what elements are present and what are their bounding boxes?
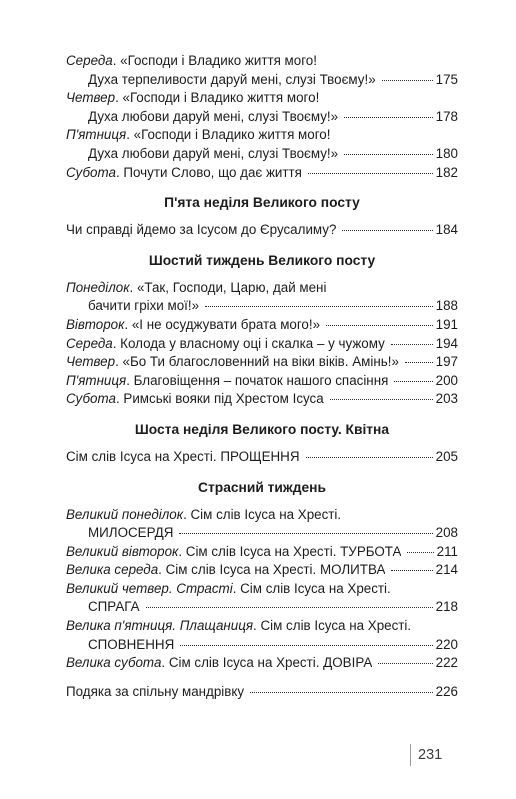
entry-page-number: 191	[435, 316, 458, 332]
toc-block	[66, 479, 458, 673]
entry-line	[66, 448, 458, 467]
toc-block	[66, 194, 458, 240]
dot-leader	[306, 457, 433, 458]
toc-entry	[66, 126, 458, 163]
entry-title: Сім слів Ісуса на Хресті. ПРОЩЕННЯ	[66, 448, 300, 464]
entry-text	[66, 221, 336, 240]
entry-title: СПОВНЕННЯ	[88, 636, 175, 652]
dot-leader	[405, 362, 433, 363]
entry-page-number: 200	[435, 372, 458, 388]
toc-entry	[66, 372, 458, 391]
toc-entry	[66, 506, 458, 543]
entry-page-number: 197	[435, 354, 458, 370]
entry-text	[88, 297, 199, 316]
entry-title: . «Господи і Владико життя мого!	[126, 127, 331, 143]
dot-leader	[378, 663, 432, 664]
entry-title: . «Бо Ти благословенний на віки віків. Амінь!»	[115, 354, 399, 370]
entry-line	[66, 279, 458, 298]
toc-block	[66, 52, 458, 182]
entry-day-label: Субота	[66, 391, 116, 407]
entry-day-label: П'ятниця	[66, 372, 127, 388]
entry-page-number: 208	[435, 525, 458, 541]
entry-text	[66, 448, 300, 467]
entry-line	[66, 372, 458, 391]
entry-day-label: Велика субота	[66, 655, 162, 671]
entry-day-label: Великий вівторок	[66, 543, 179, 559]
entry-title: . Сім слів Ісуса на Хресті.	[183, 506, 342, 522]
entry-line	[66, 316, 458, 335]
dot-leader	[205, 306, 433, 307]
entry-line	[66, 71, 458, 90]
entry-line	[66, 506, 458, 525]
entry-day-label: Середа	[66, 53, 113, 68]
entry-line	[66, 561, 458, 580]
dot-leader	[180, 645, 432, 646]
entry-text	[88, 108, 338, 127]
entry-title: . Почути Слово, що дає життя	[115, 164, 302, 180]
section-heading: П'ята неділя Великого посту	[164, 195, 360, 211]
toc-entry	[66, 580, 458, 617]
toc-entry	[66, 221, 458, 240]
entry-line	[66, 126, 458, 145]
toc-entry	[66, 353, 458, 372]
entry-page-number: 220	[435, 636, 458, 652]
entry-text	[66, 126, 330, 145]
entry-line	[66, 683, 458, 702]
entry-page-number: 222	[435, 655, 458, 671]
entry-day-label: Вівторок	[66, 316, 125, 332]
entry-day-label: П'ятниця	[66, 127, 127, 143]
entry-title: Подяка за спільну мандрівку	[66, 683, 245, 699]
entry-title: бачити гріхи мої!»	[88, 298, 200, 314]
entry-text	[66, 561, 385, 580]
dot-leader	[391, 344, 433, 345]
table-of-contents	[66, 52, 458, 701]
entry-page-number: 218	[435, 599, 458, 615]
dot-leader	[326, 325, 433, 326]
entry-day-label: Великий понеділок	[66, 506, 184, 522]
entry-text	[66, 353, 399, 372]
entry-text	[66, 654, 372, 673]
entry-page-number: 178	[435, 108, 458, 124]
entry-line	[66, 543, 458, 562]
entry-page-number: 180	[435, 145, 458, 161]
toc-entry	[66, 448, 458, 467]
toc-entry	[66, 279, 458, 316]
entry-text	[66, 580, 391, 599]
entry-line	[66, 617, 458, 636]
entry-page-number: 182	[435, 164, 458, 180]
toc-entry	[66, 543, 458, 562]
toc-entry	[66, 52, 458, 89]
entry-text	[66, 164, 302, 183]
entry-page-number: 188	[435, 298, 458, 314]
dot-leader	[342, 230, 432, 231]
entry-line	[66, 598, 458, 617]
entry-text	[88, 598, 140, 617]
entry-text	[66, 543, 401, 562]
entry-title: . Сім слів Ісуса на Хресті. МОЛИТВА	[158, 562, 386, 578]
entry-day-label: Субота	[66, 164, 116, 180]
dot-leader	[308, 173, 433, 174]
entry-day-label: Велика середа	[66, 562, 159, 578]
entry-title: . Сім слів Ісуса на Хресті. ТУРБОТА	[178, 543, 402, 559]
entry-line	[66, 89, 458, 108]
entry-text	[66, 89, 319, 108]
entry-text	[66, 372, 388, 391]
entry-day-label: Великий четвер. Страсті	[66, 580, 233, 596]
entry-title: Чи справді йдемо за Ісусом до Єрусалиму?	[66, 222, 337, 238]
entry-line	[66, 335, 458, 354]
page-number: 231	[418, 747, 443, 763]
toc-entry	[66, 561, 458, 580]
dot-leader	[330, 399, 433, 400]
entry-line	[66, 353, 458, 372]
entry-title: . «І не осуджувати брата мого!»	[124, 316, 321, 332]
entry-page-number: 203	[435, 391, 458, 407]
entry-page-number: 205	[435, 448, 458, 464]
entry-line	[66, 108, 458, 127]
entry-text	[66, 335, 385, 354]
toc-entry	[66, 164, 458, 183]
entry-line	[66, 221, 458, 240]
entry-line	[66, 164, 458, 183]
entry-line	[66, 390, 458, 409]
dot-leader	[344, 117, 433, 118]
entry-text	[88, 145, 338, 164]
toc-entry	[66, 316, 458, 335]
dot-leader	[382, 80, 433, 81]
toc-entry	[66, 654, 458, 673]
entry-day-label: Середа	[66, 335, 113, 351]
entry-title: . Колода у власному оці і скалка – у чужому	[112, 335, 385, 351]
toc-entry	[66, 335, 458, 354]
dot-leader	[250, 692, 433, 693]
entry-title: СПРАГА	[88, 599, 140, 615]
dot-leader	[179, 533, 432, 534]
toc-entry	[66, 617, 458, 654]
entry-text	[88, 71, 376, 90]
toc-entry	[66, 683, 458, 702]
entry-text	[88, 524, 173, 543]
entry-title: Духа любови даруй мені, слузі Твоєму!»	[88, 145, 339, 161]
entry-page-number: 175	[435, 71, 458, 87]
entry-line	[66, 654, 458, 673]
entry-title: . «Господи і Владико життя мого!	[112, 53, 317, 68]
entry-page-number: 226	[435, 683, 458, 699]
entry-day-label: Четвер	[66, 90, 116, 106]
entry-line	[66, 297, 458, 316]
entry-text	[66, 279, 326, 298]
section-heading: Шоста неділя Великого посту. Квітна	[134, 421, 390, 437]
entry-text	[66, 316, 320, 335]
dot-leader	[394, 381, 432, 382]
dot-leader	[391, 570, 432, 571]
entry-page-number: 214	[435, 562, 458, 578]
entry-title: . Сім слів Ісуса на Хресті.	[232, 580, 391, 596]
toc-block	[66, 421, 458, 467]
toc-entry	[66, 89, 458, 126]
entry-page-number: 184	[435, 222, 458, 238]
entry-title: . Благовіщення – початок нашого спасіння	[126, 372, 389, 388]
entry-text	[88, 636, 174, 655]
entry-text	[66, 52, 317, 71]
entry-line	[66, 52, 458, 71]
entry-page-number: 211	[436, 543, 458, 559]
entry-title: . Сім слів Ісуса на Хресті. ДОВІРА	[161, 655, 373, 671]
entry-day-label: Понеділок	[66, 279, 130, 295]
entry-title: . «Так, Господи, Царю, дай мені	[129, 279, 327, 295]
entry-title: Духа любови даруй мені, слузі Твоєму!»	[88, 108, 339, 124]
entry-title: . Сім слів Ісуса на Хресті.	[253, 618, 412, 634]
dot-leader	[407, 552, 433, 553]
entry-text	[66, 506, 341, 525]
dot-leader	[344, 154, 433, 155]
entry-text	[66, 617, 411, 636]
entry-line	[66, 524, 458, 543]
toc-entry	[66, 390, 458, 409]
entry-text	[66, 683, 244, 702]
toc-block	[66, 252, 458, 409]
entry-day-label: Четвер	[66, 354, 116, 370]
entry-title: МИЛОСЕРДЯ	[88, 525, 174, 541]
entry-day-label: Велика п'ятниця. Плащаниця	[66, 618, 254, 634]
section-heading: Страсний тиждень	[198, 479, 326, 495]
entry-line	[66, 580, 458, 599]
entry-text	[66, 390, 324, 409]
section-heading: Шостий тиждень Великого посту	[148, 252, 376, 268]
dot-leader	[146, 607, 433, 608]
entry-line	[66, 145, 458, 164]
entry-title: . «Господи і Владико життя мого!	[115, 90, 320, 106]
entry-title: . Римські вояки під Хрестом Ісуса	[115, 391, 324, 407]
toc-block	[66, 683, 458, 702]
entry-line	[66, 636, 458, 655]
entry-title: Духа терпеливости даруй мені, слузі Твоєму!»	[88, 71, 376, 87]
entry-page-number: 194	[435, 335, 458, 351]
